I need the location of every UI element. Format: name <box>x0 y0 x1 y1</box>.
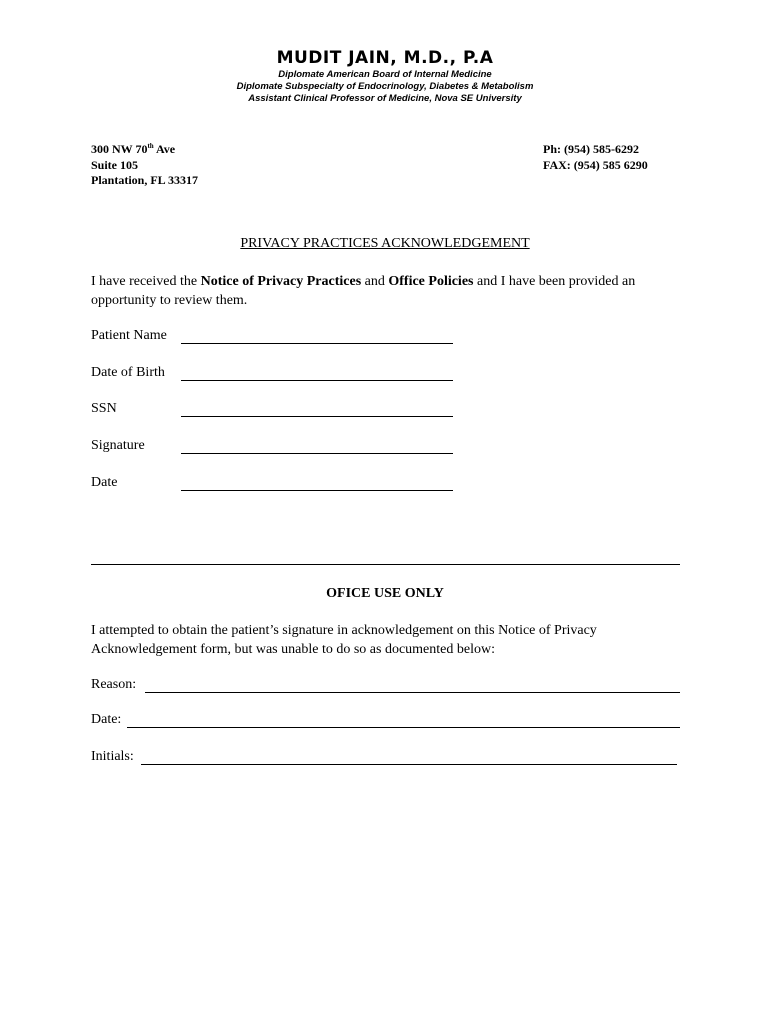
ack-policies-bold: Office Policies <box>388 274 474 289</box>
reason-label: Reason: <box>91 677 137 692</box>
ack-text-part1: I have received the <box>91 274 201 289</box>
ack-text-part2: and <box>361 274 389 289</box>
address-block <box>91 142 198 189</box>
address-city: Plantation, FL 33317 <box>91 173 199 187</box>
date-of-birth-label: Date of Birth <box>91 365 165 380</box>
acknowledgement-text <box>91 272 691 310</box>
signature-line[interactable] <box>181 453 453 454</box>
ack-text-part3: and I have been provided an opportunity to review them. <box>91 274 636 308</box>
date-line[interactable] <box>181 490 453 491</box>
contact-block <box>543 142 648 173</box>
reason-line[interactable] <box>145 692 680 693</box>
phone-number: Ph: (954) 585-6292 <box>543 142 639 156</box>
street-number: 300 NW 70 <box>91 142 148 156</box>
fax-number: FAX: (954) 585 6290 <box>543 157 648 172</box>
date-of-birth-line[interactable] <box>181 380 453 381</box>
form-title: PRIVACY PRACTICES ACKNOWLEDGEMENT <box>240 236 530 251</box>
signature-label: Signature <box>91 438 145 453</box>
office-date-label: Date: <box>91 712 122 727</box>
date-label: Date <box>91 475 118 490</box>
patient-name-label: Patient Name <box>91 328 167 343</box>
ack-notice-bold: Notice of Privacy Practices <box>200 274 362 289</box>
address-suite: Suite 105 <box>91 157 139 172</box>
credential-line-1: Diplomate American Board of Internal Medicine <box>278 69 492 80</box>
street-ordinal: th <box>147 142 154 150</box>
patient-name-line[interactable] <box>181 343 453 344</box>
credential-line-2: Diplomate Subspecialty of Endocrinology, Diabetes & Metabolism <box>236 81 534 92</box>
section-divider <box>91 564 680 565</box>
address-street <box>91 142 198 158</box>
ssn-line[interactable] <box>181 416 453 417</box>
office-date-line[interactable] <box>127 727 680 728</box>
initials-label: Initials: <box>91 749 134 764</box>
office-use-title: OFICE USE ONLY <box>326 586 444 601</box>
ssn-label: SSN <box>91 401 117 416</box>
initials-line[interactable] <box>141 764 677 765</box>
street-suffix: Ave <box>153 142 176 156</box>
office-use-text: I attempted to obtain the patient’s signature in acknowledgement on this Notice of Privacy Acknowledgement form, but was unable to do so as documented below: <box>91 623 597 657</box>
practice-name: MUDIT JAIN, M.D., P.A <box>276 48 494 68</box>
credential-line-3: Assistant Clinical Professor of Medicine, Nova SE University <box>248 93 522 104</box>
